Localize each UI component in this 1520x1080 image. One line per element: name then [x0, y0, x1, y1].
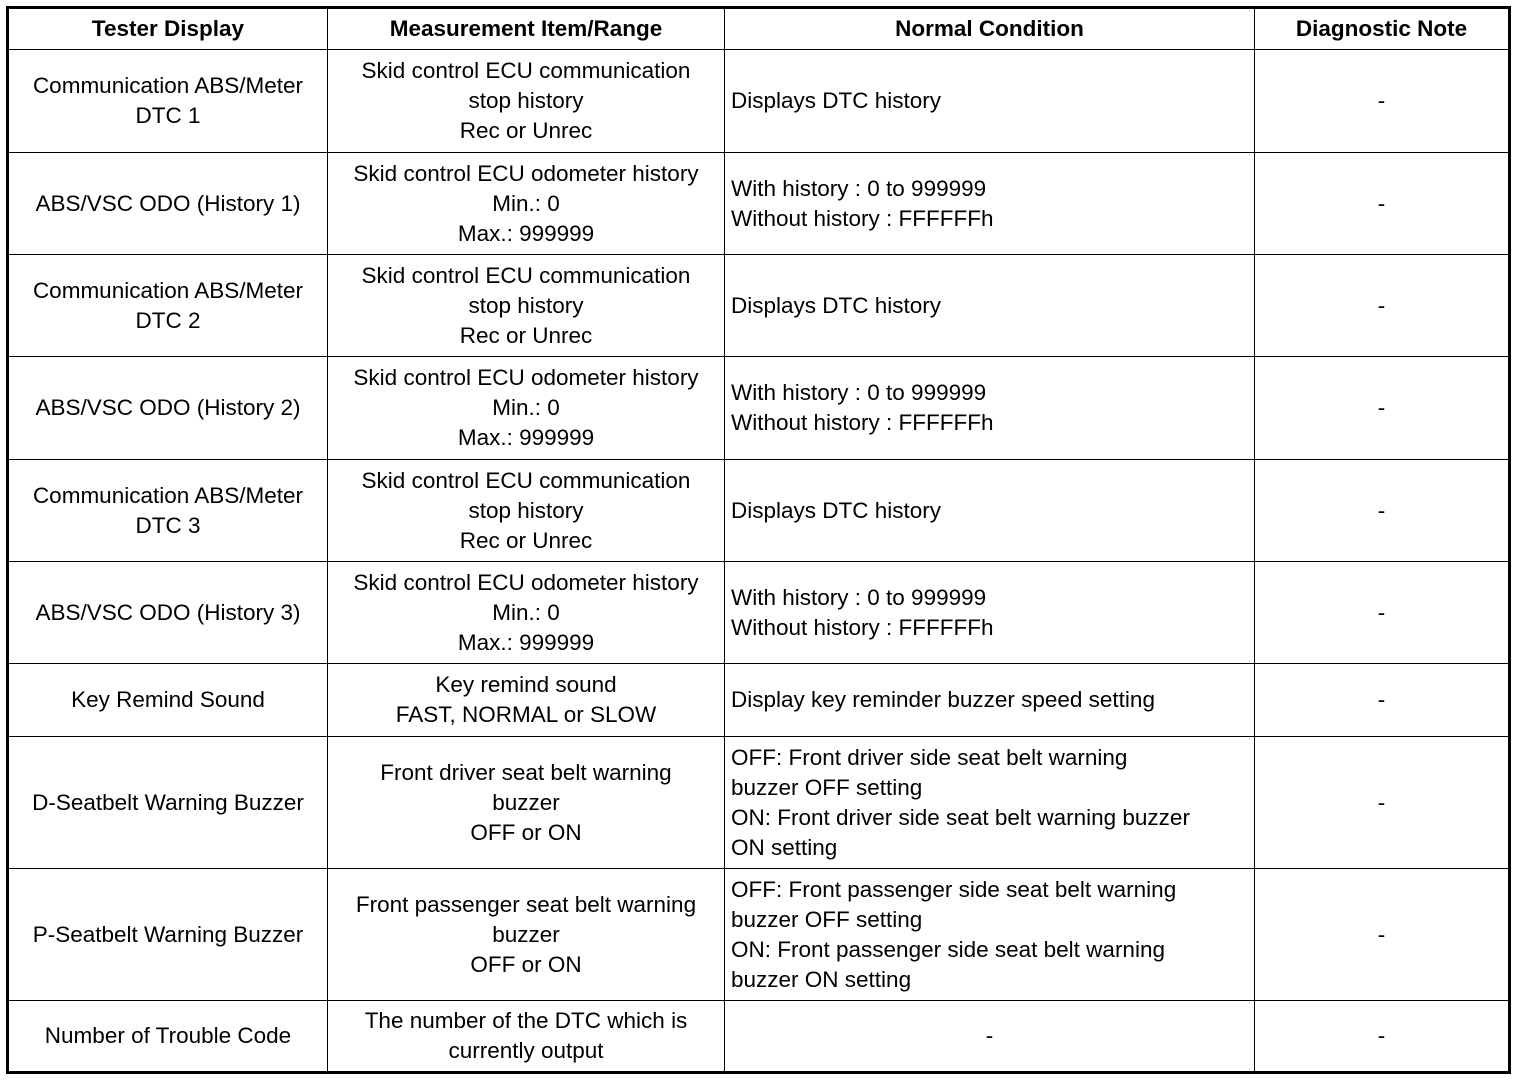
normal-condition-cell-line: OFF: Front driver side seat belt warning	[731, 744, 1128, 770]
tester-display-cell-line: DTC 2	[135, 307, 201, 333]
measurement-item-cell-line: Max.: 999999	[457, 220, 595, 246]
tester-display-cell-line: ABS/VSC ODO (History 2)	[35, 395, 301, 420]
normal-condition-cell	[725, 737, 1255, 869]
normal-condition-cell-line: Without history : FFFFFFh	[731, 614, 994, 640]
normal-condition-cell-line: Display key reminder buzzer speed setting	[731, 687, 1155, 712]
measurement-item-cell-line: FAST, NORMAL or SLOW	[395, 702, 657, 727]
tester-display-cell-line: ABS/VSC ODO (History 3)	[35, 599, 301, 625]
measurement-item-cell-line: OFF or ON	[470, 819, 582, 845]
measurement-item-cell	[328, 50, 725, 153]
tester-display-cell-line: DTC 1	[135, 103, 201, 128]
header-diagnostic-note: Diagnostic Note	[1255, 8, 1510, 50]
measurement-item-cell-line: Skid control ECU communication	[361, 58, 691, 83]
header-normal-condition: Normal Condition	[725, 8, 1255, 50]
normal-condition-cell	[725, 562, 1255, 664]
measurement-item-cell	[328, 357, 725, 460]
table-row	[8, 255, 1510, 357]
normal-condition-cell	[725, 1001, 1255, 1073]
tester-display-cell-line: Communication ABS/Meter	[32, 482, 304, 508]
measurement-item-cell	[328, 737, 725, 869]
normal-condition-cell-line: Displays DTC history	[731, 497, 942, 523]
measurement-item-cell-line: Skid control ECU odometer history	[353, 160, 699, 186]
table-row	[8, 562, 1510, 664]
table-row	[8, 1001, 1510, 1073]
table-row	[8, 50, 1510, 153]
table-row	[8, 737, 1510, 869]
measurement-item-cell	[328, 869, 725, 1001]
measurement-item-cell	[328, 153, 725, 255]
diagnostic-note-cell: -	[1255, 50, 1510, 153]
measurement-item-cell	[328, 255, 725, 357]
normal-condition-cell-line: -	[985, 1023, 994, 1048]
normal-condition-cell-line: ON: Front passenger side seat belt warning	[731, 936, 1165, 962]
measurement-item-cell-line: Min.: 0	[492, 395, 560, 420]
normal-condition-cell	[725, 50, 1255, 153]
measurement-item-cell-line: Front passenger seat belt warning	[355, 891, 697, 917]
measurement-item-cell-line: stop history	[468, 88, 584, 113]
tester-display-cell	[8, 460, 328, 562]
table-row	[8, 460, 1510, 562]
table-header	[8, 8, 1510, 50]
diagnostic-note-cell: -	[1255, 1001, 1510, 1073]
normal-condition-cell-line: buzzer ON setting	[731, 966, 912, 992]
normal-condition-cell	[725, 153, 1255, 255]
normal-condition-cell-line: With history : 0 to 999999	[731, 175, 987, 201]
tester-display-cell	[8, 357, 328, 460]
measurement-item-cell-line: buzzer	[492, 921, 560, 947]
normal-condition-cell	[725, 869, 1255, 1001]
data-list-table	[6, 6, 1511, 1074]
table-row	[8, 664, 1510, 737]
table-row	[8, 357, 1510, 460]
table-row	[8, 869, 1510, 1001]
tester-display-cell	[8, 664, 328, 737]
measurement-item-cell-line: Max.: 999999	[457, 629, 595, 655]
normal-condition-cell	[725, 460, 1255, 562]
tester-display-cell-line: Number of Trouble Code	[44, 1023, 292, 1048]
tester-display-cell	[8, 255, 328, 357]
measurement-item-cell-line: stop history	[468, 292, 584, 318]
measurement-item-cell-line: buzzer	[492, 789, 560, 815]
header-row	[8, 8, 1510, 50]
measurement-item-cell-line: Rec or Unrec	[459, 118, 593, 143]
tester-display-cell	[8, 50, 328, 153]
measurement-item-cell-line: Skid control ECU odometer history	[353, 569, 699, 595]
measurement-item-cell-line: Max.: 999999	[457, 425, 595, 450]
diagnostic-note-cell: -	[1255, 737, 1510, 869]
normal-condition-cell-line: Without history : FFFFFFh	[731, 410, 994, 435]
normal-condition-cell	[725, 664, 1255, 737]
measurement-item-cell-line: Skid control ECU communication	[361, 262, 691, 288]
measurement-item-cell-line: OFF or ON	[470, 951, 582, 977]
diagnostic-note-cell: -	[1255, 255, 1510, 357]
header-tester-display: Tester Display	[8, 8, 328, 50]
table-body	[8, 50, 1510, 1073]
measurement-item-cell-line: Key remind sound	[435, 672, 617, 697]
tester-display-cell-line: DTC 3	[135, 512, 201, 538]
normal-condition-cell-line: buzzer OFF setting	[731, 774, 923, 800]
normal-condition-cell-line: Without history : FFFFFFh	[731, 205, 994, 231]
tester-display-cell	[8, 737, 328, 869]
tester-display-cell-line: Key Remind Sound	[71, 687, 265, 712]
measurement-item-cell-line: Min.: 0	[492, 190, 560, 216]
tester-display-cell-line: D-Seatbelt Warning Buzzer	[32, 789, 304, 815]
normal-condition-cell-line: buzzer OFF setting	[731, 906, 923, 932]
diagnostic-note-cell: -	[1255, 869, 1510, 1001]
diagnostic-note-cell: -	[1255, 562, 1510, 664]
tester-display-cell-line: Communication ABS/Meter	[32, 277, 304, 303]
measurement-item-cell-line: Rec or Unrec	[459, 322, 593, 348]
measurement-item-cell	[328, 664, 725, 737]
normal-condition-cell-line: ON: Front driver side seat belt warning buzzer	[731, 804, 1190, 830]
normal-condition-cell	[725, 357, 1255, 460]
measurement-item-cell-line: The number of the DTC which is	[364, 1008, 688, 1033]
normal-condition-cell-line: OFF: Front passenger side seat belt warning	[731, 876, 1177, 902]
table-row	[8, 153, 1510, 255]
measurement-item-cell-line: Skid control ECU communication	[361, 467, 691, 493]
tester-display-cell	[8, 562, 328, 664]
measurement-item-cell-line: Min.: 0	[492, 599, 560, 625]
measurement-item-cell	[328, 1001, 725, 1073]
diagnostic-note-cell: -	[1255, 460, 1510, 562]
diagnostic-note-cell: -	[1255, 664, 1510, 737]
measurement-item-cell	[328, 562, 725, 664]
measurement-item-cell-line: stop history	[468, 497, 584, 523]
tester-display-cell-line: ABS/VSC ODO (History 1)	[35, 190, 301, 216]
normal-condition-cell	[725, 255, 1255, 357]
normal-condition-cell-line: Displays DTC history	[731, 292, 942, 318]
measurement-item-cell-line: Front driver seat belt warning	[380, 759, 672, 785]
measurement-item-cell-line: Skid control ECU odometer history	[353, 365, 699, 390]
tester-display-cell	[8, 153, 328, 255]
measurement-item-cell-line: Rec or Unrec	[459, 527, 593, 553]
normal-condition-cell-line: With history : 0 to 999999	[731, 380, 987, 405]
measurement-item-cell	[328, 460, 725, 562]
tester-display-cell-line: Communication ABS/Meter	[32, 73, 304, 98]
header-measurement-item: Measurement Item/Range	[328, 8, 725, 50]
tester-display-cell	[8, 869, 328, 1001]
diagnostic-note-cell: -	[1255, 357, 1510, 460]
normal-condition-cell-line: ON setting	[731, 834, 838, 860]
normal-condition-cell-line: With history : 0 to 999999	[731, 584, 987, 610]
tester-display-cell-line: P-Seatbelt Warning Buzzer	[32, 921, 304, 947]
normal-condition-cell-line: Displays DTC history	[731, 88, 942, 113]
diagnostic-note-cell: -	[1255, 153, 1510, 255]
measurement-item-cell-line: currently output	[448, 1038, 604, 1063]
tester-display-cell	[8, 1001, 328, 1073]
